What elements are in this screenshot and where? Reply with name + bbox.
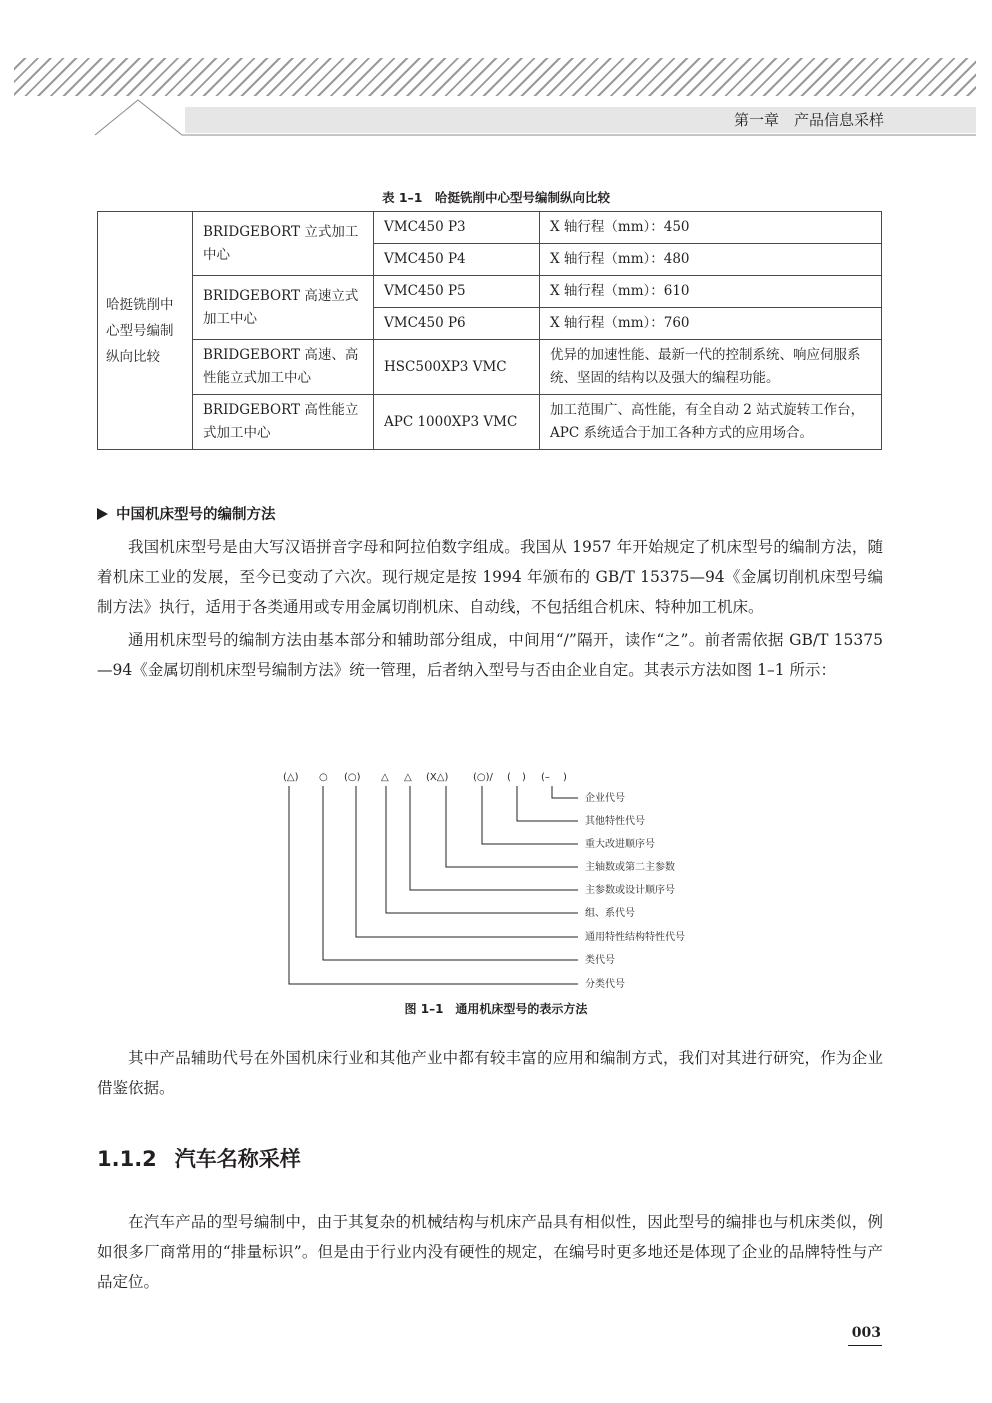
fig-symbol: △ (404, 772, 412, 783)
section-number: 1.1.2 (97, 1147, 157, 1171)
model-cell: VMC450 P5 (374, 276, 540, 308)
table-caption: 表 1–1 哈挺铣削中心型号编制纵向比较 (382, 190, 610, 205)
fig-symbol: (X△) (426, 772, 449, 783)
group-label: 哈挺铣削中心型号编制纵向比较 (106, 296, 174, 365)
paragraph: 通用机床型号的编制方法由基本部分和辅助部分组成，中间用“/”隔开，读作“之”。前者需依据 GB/T 15375—94《金属切削机床型号编制方法》统一管理，后者纳入型号与否由企业自定。其表示方法如图 1–1 所示： (97, 631, 883, 679)
table-row (98, 340, 882, 395)
fig-symbol: ) (522, 772, 526, 783)
fig-label: 类代号 (585, 955, 615, 966)
paragraph: 我国机床型号是由大写汉语拼音字母和阿拉伯数字组成。我国从 1957 年开始规定了机床型号的编制方法，随着机床工业的发展，至今已变动了六次。现行规定是按 1994 年颁布的 GB/T 15375—94《金属切削机床型号编制方法》执行，适用于各类通用或专用金属切削机床、自动线，不包括组合机床、特种加工机床。 (97, 538, 883, 616)
fig-label: 主参数或设计顺序号 (585, 885, 675, 896)
section-title: 汽车名称采样 (174, 1147, 301, 1171)
body-text-block (97, 532, 883, 685)
model-cell: VMC450 P3 (374, 212, 540, 244)
figure-caption: 图 1–1 通用机床型号的表示方法 (404, 1002, 588, 1016)
fig-label: 通用特性结构特性代号 (585, 932, 685, 943)
table-row (98, 212, 882, 244)
series-cell: BRIDGEBORT 高速、高性能立式加工中心 (193, 340, 374, 395)
subheading (97, 503, 276, 524)
section-heading (97, 1143, 301, 1173)
fig-label: 分类代号 (585, 979, 625, 990)
fig-label: 企业代号 (585, 793, 625, 804)
fig-symbol: (△) (283, 772, 299, 783)
body-text-block (97, 1043, 883, 1103)
body-text-block (97, 1207, 883, 1297)
fig-label: 其他特性代号 (585, 816, 645, 827)
desc-cell: X 轴行程（mm）：450 (540, 212, 882, 244)
fig-symbol: ( (507, 772, 511, 783)
table-row (98, 395, 882, 450)
desc-cell: 优异的加速性能、最新一代的控制系统、响应伺服系统、坚固的结构以及强大的编程功能。 (540, 340, 882, 395)
series-cell: BRIDGEBORT 高速立式加工中心 (193, 276, 374, 340)
fig-symbol: (– (541, 772, 550, 783)
fig-label: 组、系代号 (585, 908, 635, 919)
series-cell: BRIDGEBORT 立式加工中心 (193, 212, 374, 276)
paragraph: 其中产品辅助代号在外国机床行业和其他产业中都有较丰富的应用和编制方式，我们对其进行研究，作为企业借鉴依据。 (97, 1049, 883, 1097)
fig-symbol: ) (563, 772, 567, 783)
subheading-text: 中国机床型号的编制方法 (116, 507, 276, 523)
model-cell: VMC450 P4 (374, 244, 540, 276)
model-cell: HSC500XP3 VMC (374, 340, 540, 395)
fig-label: 主轴数或第二主参数 (585, 862, 675, 873)
table-row (98, 276, 882, 308)
desc-cell: 加工范围广、高性能，有全自动 2 站式旋转工作台，APC 系统适合于加工各种方式的应用场合。 (540, 395, 882, 450)
triangle-bullet-icon (97, 508, 108, 520)
model-cell: APC 1000XP3 VMC (374, 395, 540, 450)
page-number: 003 (851, 1325, 881, 1341)
comparison-table (97, 211, 882, 450)
desc-cell: X 轴行程（mm）：760 (540, 308, 882, 340)
fig-symbol: △ (381, 772, 389, 783)
paragraph: 在汽车产品的型号编制中，由于其复杂的机械结构与机床产品具有相似性，因此型号的编排也与机床类似，例如很多厂商常用的“排量标识”。但是由于行业内没有硬性的规定，在编号时更多地还是体现了企业的品牌特性与产品定位。 (97, 1213, 883, 1291)
fig-symbol: (○) (344, 772, 361, 783)
header-hatch-band (14, 58, 976, 96)
chapter-title: 第一章 产品信息采样 (733, 111, 884, 129)
model-code-diagram (0, 760, 992, 1000)
fig-symbol: (○)/ (473, 772, 493, 783)
desc-cell: X 轴行程（mm）：610 (540, 276, 882, 308)
model-cell: VMC450 P6 (374, 308, 540, 340)
desc-cell: X 轴行程（mm）：480 (540, 244, 882, 276)
group-label-cell (98, 212, 193, 450)
series-cell: BRIDGEBORT 高性能立式加工中心 (193, 395, 374, 450)
fig-symbol: ○ (319, 772, 328, 783)
page-number-rule (848, 1345, 882, 1346)
fig-label: 重大改进顺序号 (585, 839, 655, 850)
